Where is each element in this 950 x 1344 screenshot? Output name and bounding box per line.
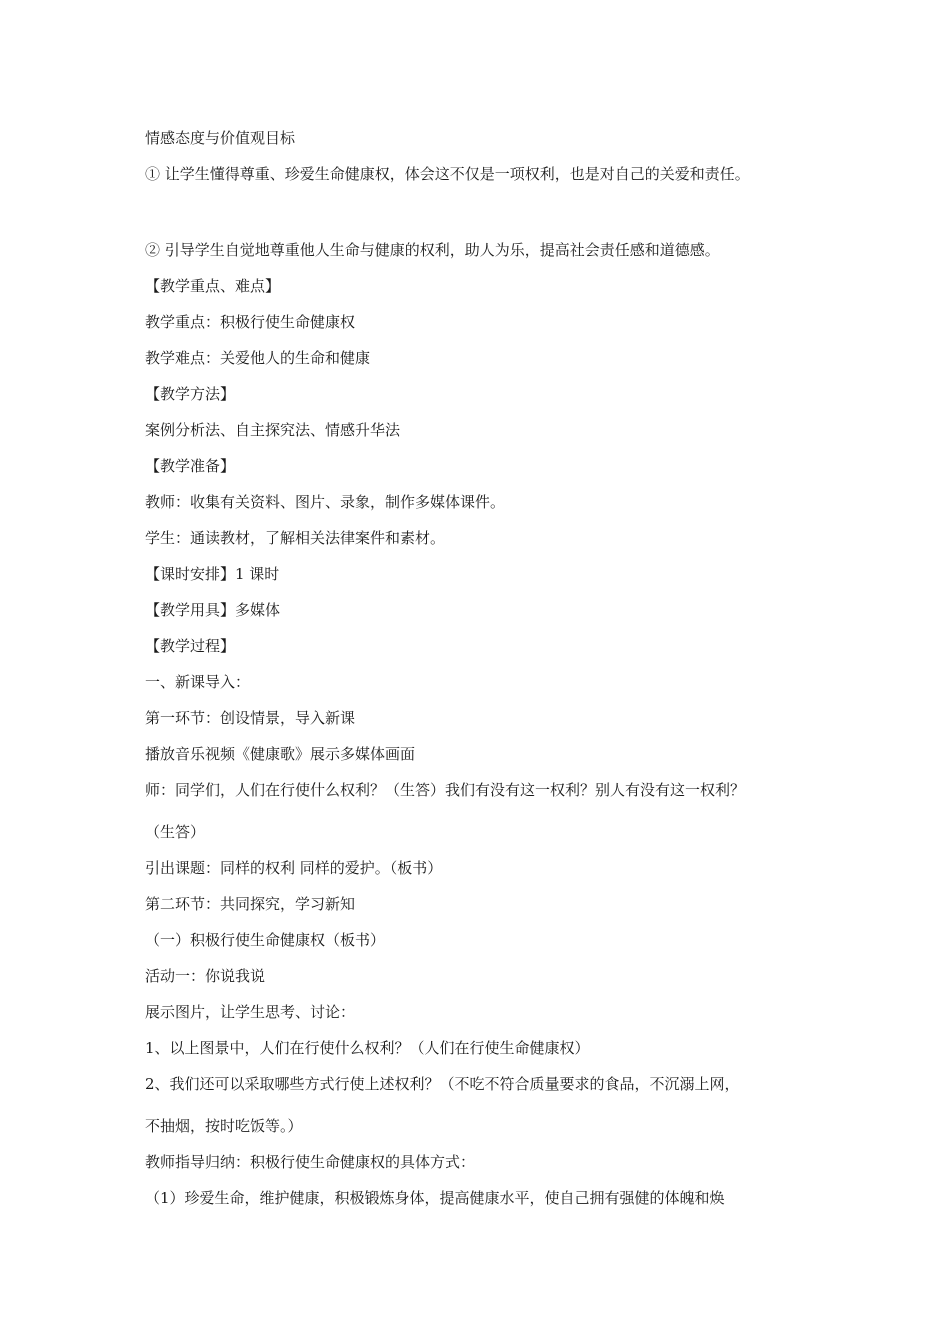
text-line: 活动一：你说我说 bbox=[145, 967, 266, 985]
text-line: 教师：收集有关资料、图片、录象，制作多媒体课件。 bbox=[145, 493, 506, 511]
text-line: 第二环节：共同探究，学习新知 bbox=[145, 895, 356, 913]
text-line: 情感态度与价值观目标 bbox=[145, 129, 296, 147]
text-line: ① 让学生懂得尊重、珍爱生命健康权，体会这不仅是一项权利，也是对自己的关爱和责任。 bbox=[145, 165, 750, 183]
text-line: （1）珍爱生命，维护健康，积极锻炼身体，提高健康水平，使自己拥有强健的体魄和焕 bbox=[145, 1189, 725, 1207]
text-line: 播放音乐视频《健康歌》展示多媒体画面 bbox=[145, 745, 416, 763]
text-line: 师：同学们，人们在行使什么权利？（生答）我们有没有这一权利？别人有没有这一权利？ bbox=[145, 781, 746, 799]
section-heading: 【教学过程】 bbox=[145, 637, 236, 655]
text-line: 一、新课导入： bbox=[145, 673, 251, 691]
text-line: 1、以上图景中，人们在行使什么权利？（人们在行使生命健康权） bbox=[145, 1039, 590, 1057]
text-line: 2、我们还可以采取哪些方式行使上述权利？（不吃不符合质量要求的食品，不沉溺上网， bbox=[145, 1075, 740, 1093]
text-line: 学生：通读教材，了解相关法律案件和素材。 bbox=[145, 529, 446, 547]
text-line: （一）积极行使生命健康权（板书） bbox=[145, 931, 386, 949]
text-line: 展示图片，让学生思考、讨论： bbox=[145, 1003, 356, 1021]
text-line: 教学难点：关爱他人的生命和健康 bbox=[145, 349, 371, 367]
text-line: 引出课题：同样的权利 同样的爱护。（板书） bbox=[145, 859, 443, 877]
text-line: 教师指导归纳：积极行使生命健康权的具体方式： bbox=[145, 1153, 476, 1171]
section-heading: 【教学重点、难点】 bbox=[145, 277, 281, 295]
text-line: ② 引导学生自觉地尊重他人生命与健康的权利，助人为乐，提高社会责任感和道德感。 bbox=[145, 241, 720, 259]
section-heading: 【教学用具】多媒体 bbox=[145, 601, 281, 619]
text-line: 不抽烟，按时吃饭等。） bbox=[145, 1117, 303, 1135]
text-line: 案例分析法、自主探究法、情感升华法 bbox=[145, 421, 401, 439]
text-line: 第一环节：创设情景，导入新课 bbox=[145, 709, 356, 727]
section-heading: 【课时安排】1 课时 bbox=[145, 565, 280, 583]
section-heading: 【教学准备】 bbox=[145, 457, 236, 475]
text-line: （生答） bbox=[145, 823, 206, 841]
section-heading: 【教学方法】 bbox=[145, 385, 236, 403]
text-line: 教学重点：积极行使生命健康权 bbox=[145, 313, 356, 331]
